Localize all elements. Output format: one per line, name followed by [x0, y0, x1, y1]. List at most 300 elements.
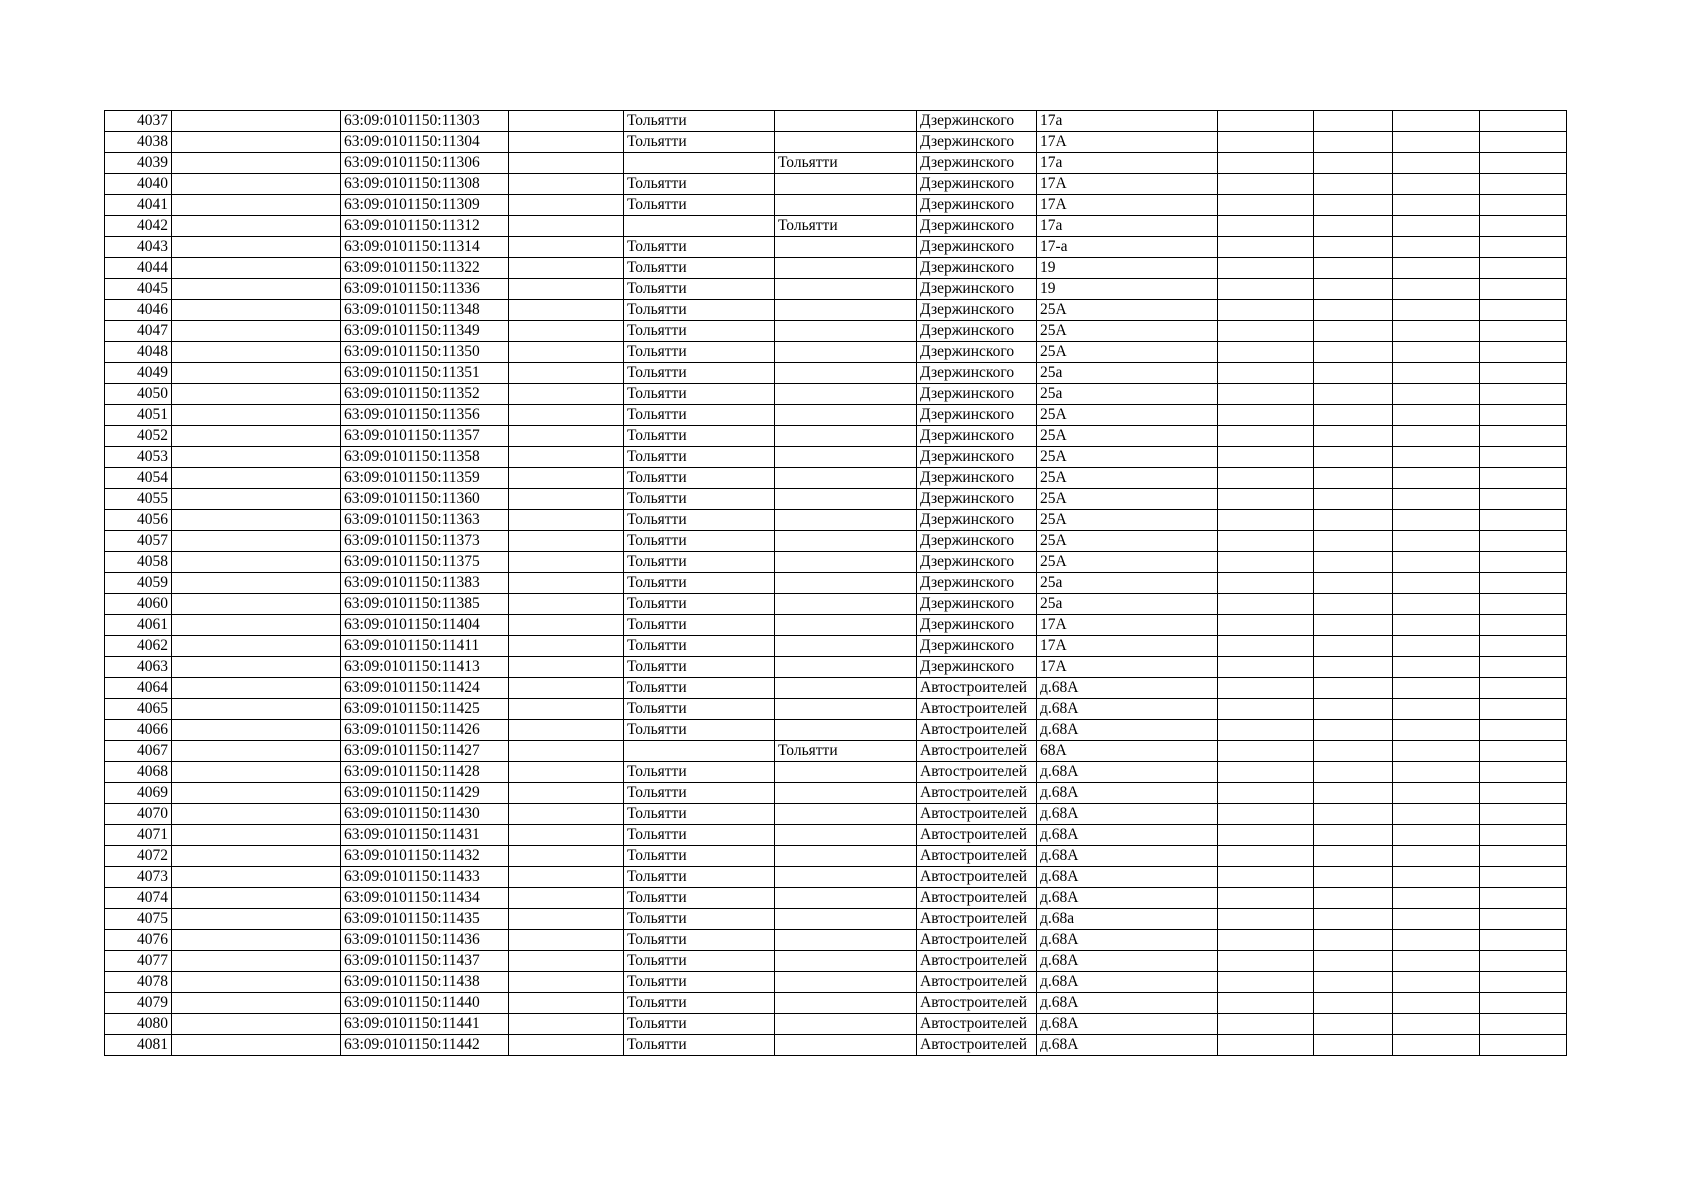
city-cell: Тольятти: [624, 279, 775, 300]
city-cell: Тольятти: [624, 384, 775, 405]
blank-cell-c: [1218, 174, 1314, 195]
row-number-cell: 4054: [105, 468, 172, 489]
blank-cell-e: [1393, 111, 1480, 132]
blank-cell-c: [1218, 132, 1314, 153]
row-number-cell: 4078: [105, 972, 172, 993]
blank-cell-b: [509, 279, 624, 300]
city-cell: Тольятти: [624, 195, 775, 216]
settlement-cell: [775, 1014, 917, 1035]
blank-cell-d: [1314, 153, 1393, 174]
blank-cell-c: [1218, 258, 1314, 279]
blank-cell-f: [1480, 909, 1567, 930]
settlement-cell: [775, 825, 917, 846]
blank-cell-f: [1480, 972, 1567, 993]
blank-cell-c: [1218, 321, 1314, 342]
blank-cell-a: [172, 468, 341, 489]
blank-cell-d: [1314, 783, 1393, 804]
house-cell: 17А: [1037, 195, 1218, 216]
blank-cell-a: [172, 1035, 341, 1056]
blank-cell-b: [509, 111, 624, 132]
table-row: [105, 132, 1567, 153]
street-cell: Автостроителей: [917, 930, 1037, 951]
cadastral-number-cell: 63:09:0101150:11312: [341, 216, 509, 237]
blank-cell-c: [1218, 363, 1314, 384]
blank-cell-a: [172, 321, 341, 342]
settlement-cell: [775, 783, 917, 804]
house-cell: 25А: [1037, 300, 1218, 321]
blank-cell-e: [1393, 741, 1480, 762]
blank-cell-b: [509, 363, 624, 384]
city-cell: Тольятти: [624, 594, 775, 615]
cadastral-number-cell: 63:09:0101150:11427: [341, 741, 509, 762]
blank-cell-b: [509, 657, 624, 678]
cadastral-number-cell: 63:09:0101150:11441: [341, 1014, 509, 1035]
blank-cell-e: [1393, 678, 1480, 699]
row-number-cell: 4045: [105, 279, 172, 300]
blank-cell-e: [1393, 342, 1480, 363]
house-cell: 25А: [1037, 531, 1218, 552]
blank-cell-d: [1314, 867, 1393, 888]
blank-cell-e: [1393, 888, 1480, 909]
blank-cell-e: [1393, 825, 1480, 846]
street-cell: Автостроителей: [917, 993, 1037, 1014]
blank-cell-a: [172, 426, 341, 447]
blank-cell-b: [509, 153, 624, 174]
city-cell: Тольятти: [624, 405, 775, 426]
blank-cell-a: [172, 825, 341, 846]
blank-cell-b: [509, 993, 624, 1014]
city-cell: Тольятти: [624, 972, 775, 993]
blank-cell-e: [1393, 762, 1480, 783]
row-number-cell: 4058: [105, 552, 172, 573]
street-cell: Автостроителей: [917, 1014, 1037, 1035]
row-number-cell: 4039: [105, 153, 172, 174]
blank-cell-c: [1218, 1035, 1314, 1056]
table-row: [105, 300, 1567, 321]
row-number-cell: 4041: [105, 195, 172, 216]
house-cell: д.68А: [1037, 804, 1218, 825]
blank-cell-e: [1393, 405, 1480, 426]
settlement-cell: [775, 447, 917, 468]
row-number-cell: 4049: [105, 363, 172, 384]
blank-cell-e: [1393, 720, 1480, 741]
blank-cell-c: [1218, 846, 1314, 867]
row-number-cell: 4057: [105, 531, 172, 552]
blank-cell-a: [172, 594, 341, 615]
row-number-cell: 4062: [105, 636, 172, 657]
settlement-cell: Тольятти: [775, 153, 917, 174]
blank-cell-e: [1393, 594, 1480, 615]
blank-cell-f: [1480, 1035, 1567, 1056]
street-cell: Автостроителей: [917, 825, 1037, 846]
blank-cell-a: [172, 636, 341, 657]
blank-cell-b: [509, 951, 624, 972]
blank-cell-c: [1218, 783, 1314, 804]
table-row: [105, 363, 1567, 384]
table-row: [105, 678, 1567, 699]
blank-cell-d: [1314, 111, 1393, 132]
table-row: [105, 867, 1567, 888]
blank-cell-c: [1218, 993, 1314, 1014]
settlement-cell: [775, 930, 917, 951]
settlement-cell: [775, 195, 917, 216]
blank-cell-e: [1393, 615, 1480, 636]
blank-cell-b: [509, 510, 624, 531]
blank-cell-b: [509, 1035, 624, 1056]
street-cell: Дзержинского: [917, 573, 1037, 594]
blank-cell-f: [1480, 132, 1567, 153]
house-cell: 25а: [1037, 594, 1218, 615]
table-row: [105, 321, 1567, 342]
cadastral-number-cell: 63:09:0101150:11426: [341, 720, 509, 741]
city-cell: Тольятти: [624, 510, 775, 531]
city-cell: Тольятти: [624, 888, 775, 909]
cadastral-number-cell: 63:09:0101150:11363: [341, 510, 509, 531]
house-cell: д.68А: [1037, 783, 1218, 804]
blank-cell-b: [509, 426, 624, 447]
blank-cell-a: [172, 657, 341, 678]
blank-cell-d: [1314, 657, 1393, 678]
blank-cell-b: [509, 909, 624, 930]
table-row: [105, 783, 1567, 804]
table-row: [105, 111, 1567, 132]
row-number-cell: 4043: [105, 237, 172, 258]
blank-cell-c: [1218, 426, 1314, 447]
street-cell: Дзержинского: [917, 552, 1037, 573]
blank-cell-d: [1314, 699, 1393, 720]
blank-cell-d: [1314, 804, 1393, 825]
cadastral-number-cell: 63:09:0101150:11304: [341, 132, 509, 153]
blank-cell-f: [1480, 258, 1567, 279]
settlement-cell: [775, 867, 917, 888]
row-number-cell: 4070: [105, 804, 172, 825]
blank-cell-b: [509, 678, 624, 699]
blank-cell-f: [1480, 489, 1567, 510]
blank-cell-b: [509, 615, 624, 636]
blank-cell-d: [1314, 447, 1393, 468]
blank-cell-b: [509, 447, 624, 468]
blank-cell-c: [1218, 300, 1314, 321]
street-cell: Дзержинского: [917, 468, 1037, 489]
city-cell: Тольятти: [624, 615, 775, 636]
blank-cell-d: [1314, 1035, 1393, 1056]
settlement-cell: [775, 804, 917, 825]
blank-cell-a: [172, 531, 341, 552]
blank-cell-e: [1393, 657, 1480, 678]
cadastral-number-cell: 63:09:0101150:11352: [341, 384, 509, 405]
blank-cell-a: [172, 300, 341, 321]
blank-cell-a: [172, 510, 341, 531]
table-row: [105, 447, 1567, 468]
blank-cell-c: [1218, 678, 1314, 699]
cadastral-number-cell: 63:09:0101150:11314: [341, 237, 509, 258]
blank-cell-f: [1480, 930, 1567, 951]
table-row: [105, 426, 1567, 447]
house-cell: 17А: [1037, 174, 1218, 195]
blank-cell-d: [1314, 951, 1393, 972]
cadastral-number-cell: 63:09:0101150:11434: [341, 888, 509, 909]
blank-cell-d: [1314, 132, 1393, 153]
blank-cell-b: [509, 846, 624, 867]
blank-cell-f: [1480, 657, 1567, 678]
street-cell: Автостроителей: [917, 846, 1037, 867]
table-row: [105, 489, 1567, 510]
blank-cell-d: [1314, 720, 1393, 741]
city-cell: Тольятти: [624, 762, 775, 783]
cadastral-number-cell: 63:09:0101150:11350: [341, 342, 509, 363]
blank-cell-f: [1480, 363, 1567, 384]
street-cell: Дзержинского: [917, 279, 1037, 300]
blank-cell-d: [1314, 972, 1393, 993]
street-cell: Дзержинского: [917, 657, 1037, 678]
blank-cell-b: [509, 825, 624, 846]
blank-cell-a: [172, 783, 341, 804]
settlement-cell: [775, 426, 917, 447]
blank-cell-f: [1480, 762, 1567, 783]
house-cell: д.68А: [1037, 1035, 1218, 1056]
blank-cell-d: [1314, 174, 1393, 195]
table-row: [105, 153, 1567, 174]
blank-cell-a: [172, 174, 341, 195]
blank-cell-d: [1314, 741, 1393, 762]
blank-cell-a: [172, 762, 341, 783]
house-cell: 19: [1037, 279, 1218, 300]
settlement-cell: [775, 132, 917, 153]
blank-cell-f: [1480, 741, 1567, 762]
row-number-cell: 4069: [105, 783, 172, 804]
row-number-cell: 4071: [105, 825, 172, 846]
settlement-cell: [775, 972, 917, 993]
city-cell: Тольятти: [624, 1014, 775, 1035]
blank-cell-f: [1480, 825, 1567, 846]
blank-cell-e: [1393, 804, 1480, 825]
city-cell: Тольятти: [624, 321, 775, 342]
blank-cell-d: [1314, 930, 1393, 951]
cadastral-number-cell: 63:09:0101150:11356: [341, 405, 509, 426]
blank-cell-c: [1218, 195, 1314, 216]
blank-cell-c: [1218, 951, 1314, 972]
blank-cell-f: [1480, 321, 1567, 342]
settlement-cell: Тольятти: [775, 216, 917, 237]
settlement-cell: [775, 909, 917, 930]
blank-cell-e: [1393, 846, 1480, 867]
blank-cell-f: [1480, 279, 1567, 300]
blank-cell-f: [1480, 615, 1567, 636]
blank-cell-a: [172, 132, 341, 153]
house-cell: 25А: [1037, 405, 1218, 426]
blank-cell-c: [1218, 888, 1314, 909]
blank-cell-b: [509, 384, 624, 405]
blank-cell-b: [509, 867, 624, 888]
blank-cell-d: [1314, 573, 1393, 594]
blank-cell-d: [1314, 279, 1393, 300]
street-cell: Дзержинского: [917, 300, 1037, 321]
city-cell: Тольятти: [624, 804, 775, 825]
blank-cell-d: [1314, 888, 1393, 909]
blank-cell-b: [509, 720, 624, 741]
settlement-cell: [775, 468, 917, 489]
blank-cell-f: [1480, 174, 1567, 195]
blank-cell-d: [1314, 846, 1393, 867]
blank-cell-a: [172, 153, 341, 174]
table-row: [105, 909, 1567, 930]
blank-cell-a: [172, 951, 341, 972]
blank-cell-c: [1218, 909, 1314, 930]
row-number-cell: 4061: [105, 615, 172, 636]
blank-cell-e: [1393, 426, 1480, 447]
house-cell: 25А: [1037, 342, 1218, 363]
street-cell: Дзержинского: [917, 447, 1037, 468]
city-cell: Тольятти: [624, 552, 775, 573]
settlement-cell: [775, 258, 917, 279]
blank-cell-f: [1480, 384, 1567, 405]
blank-cell-b: [509, 405, 624, 426]
settlement-cell: [775, 699, 917, 720]
house-cell: д.68А: [1037, 762, 1218, 783]
table-row: [105, 930, 1567, 951]
blank-cell-e: [1393, 258, 1480, 279]
table-row: [105, 573, 1567, 594]
house-cell: д.68А: [1037, 888, 1218, 909]
blank-cell-b: [509, 321, 624, 342]
city-cell: Тольятти: [624, 258, 775, 279]
house-cell: 25а: [1037, 384, 1218, 405]
row-number-cell: 4044: [105, 258, 172, 279]
city-cell: Тольятти: [624, 489, 775, 510]
street-cell: Дзержинского: [917, 615, 1037, 636]
blank-cell-a: [172, 993, 341, 1014]
row-number-cell: 4050: [105, 384, 172, 405]
row-number-cell: 4067: [105, 741, 172, 762]
blank-cell-e: [1393, 699, 1480, 720]
cadastral-number-cell: 63:09:0101150:11359: [341, 468, 509, 489]
city-cell: Тольятти: [624, 132, 775, 153]
blank-cell-c: [1218, 573, 1314, 594]
blank-cell-b: [509, 489, 624, 510]
blank-cell-f: [1480, 867, 1567, 888]
street-cell: Дзержинского: [917, 363, 1037, 384]
blank-cell-c: [1218, 867, 1314, 888]
row-number-cell: 4051: [105, 405, 172, 426]
blank-cell-c: [1218, 615, 1314, 636]
blank-cell-c: [1218, 384, 1314, 405]
city-cell: Тольятти: [624, 300, 775, 321]
table-row: [105, 1014, 1567, 1035]
table-row: [105, 993, 1567, 1014]
settlement-cell: [775, 300, 917, 321]
blank-cell-a: [172, 909, 341, 930]
blank-cell-a: [172, 216, 341, 237]
house-cell: д.68а: [1037, 909, 1218, 930]
row-number-cell: 4053: [105, 447, 172, 468]
blank-cell-b: [509, 174, 624, 195]
blank-cell-b: [509, 636, 624, 657]
blank-cell-a: [172, 237, 341, 258]
city-cell: Тольятти: [624, 720, 775, 741]
table-row: [105, 468, 1567, 489]
blank-cell-d: [1314, 363, 1393, 384]
house-cell: 25а: [1037, 363, 1218, 384]
street-cell: Автостроителей: [917, 783, 1037, 804]
settlement-cell: [775, 384, 917, 405]
row-number-cell: 4056: [105, 510, 172, 531]
blank-cell-e: [1393, 363, 1480, 384]
blank-cell-b: [509, 762, 624, 783]
blank-cell-c: [1218, 552, 1314, 573]
blank-cell-d: [1314, 993, 1393, 1014]
blank-cell-f: [1480, 552, 1567, 573]
table-row: [105, 699, 1567, 720]
blank-cell-a: [172, 972, 341, 993]
house-cell: 17а: [1037, 153, 1218, 174]
blank-cell-a: [172, 279, 341, 300]
house-cell: 25А: [1037, 489, 1218, 510]
cadastral-number-cell: 63:09:0101150:11435: [341, 909, 509, 930]
blank-cell-a: [172, 195, 341, 216]
city-cell: Тольятти: [624, 531, 775, 552]
table-row: [105, 342, 1567, 363]
table-row: [105, 279, 1567, 300]
table-row: [105, 888, 1567, 909]
city-cell: Тольятти: [624, 426, 775, 447]
blank-cell-e: [1393, 951, 1480, 972]
row-number-cell: 4065: [105, 699, 172, 720]
table-row: [105, 846, 1567, 867]
street-cell: Дзержинского: [917, 216, 1037, 237]
cadastral-number-cell: 63:09:0101150:11375: [341, 552, 509, 573]
table-row: [105, 657, 1567, 678]
blank-cell-a: [172, 447, 341, 468]
row-number-cell: 4064: [105, 678, 172, 699]
blank-cell-b: [509, 594, 624, 615]
blank-cell-f: [1480, 342, 1567, 363]
blank-cell-f: [1480, 699, 1567, 720]
house-cell: д.68А: [1037, 678, 1218, 699]
house-cell: 25А: [1037, 510, 1218, 531]
blank-cell-e: [1393, 783, 1480, 804]
house-cell: 25А: [1037, 447, 1218, 468]
blank-cell-e: [1393, 531, 1480, 552]
blank-cell-f: [1480, 846, 1567, 867]
row-number-cell: 4075: [105, 909, 172, 930]
street-cell: Автостроителей: [917, 762, 1037, 783]
blank-cell-b: [509, 1014, 624, 1035]
city-cell: Тольятти: [624, 174, 775, 195]
blank-cell-c: [1218, 762, 1314, 783]
settlement-cell: [775, 405, 917, 426]
blank-cell-c: [1218, 699, 1314, 720]
blank-cell-d: [1314, 552, 1393, 573]
house-cell: 17А: [1037, 615, 1218, 636]
blank-cell-f: [1480, 447, 1567, 468]
blank-cell-e: [1393, 321, 1480, 342]
settlement-cell: [775, 594, 917, 615]
settlement-cell: [775, 762, 917, 783]
table-row: [105, 972, 1567, 993]
street-cell: Дзержинского: [917, 321, 1037, 342]
blank-cell-b: [509, 804, 624, 825]
cadastral-number-cell: 63:09:0101150:11373: [341, 531, 509, 552]
house-cell: 25А: [1037, 426, 1218, 447]
blank-cell-f: [1480, 804, 1567, 825]
blank-cell-d: [1314, 300, 1393, 321]
blank-cell-b: [509, 783, 624, 804]
blank-cell-a: [172, 258, 341, 279]
settlement-cell: [775, 237, 917, 258]
blank-cell-f: [1480, 636, 1567, 657]
street-cell: Автостроителей: [917, 678, 1037, 699]
blank-cell-c: [1218, 657, 1314, 678]
